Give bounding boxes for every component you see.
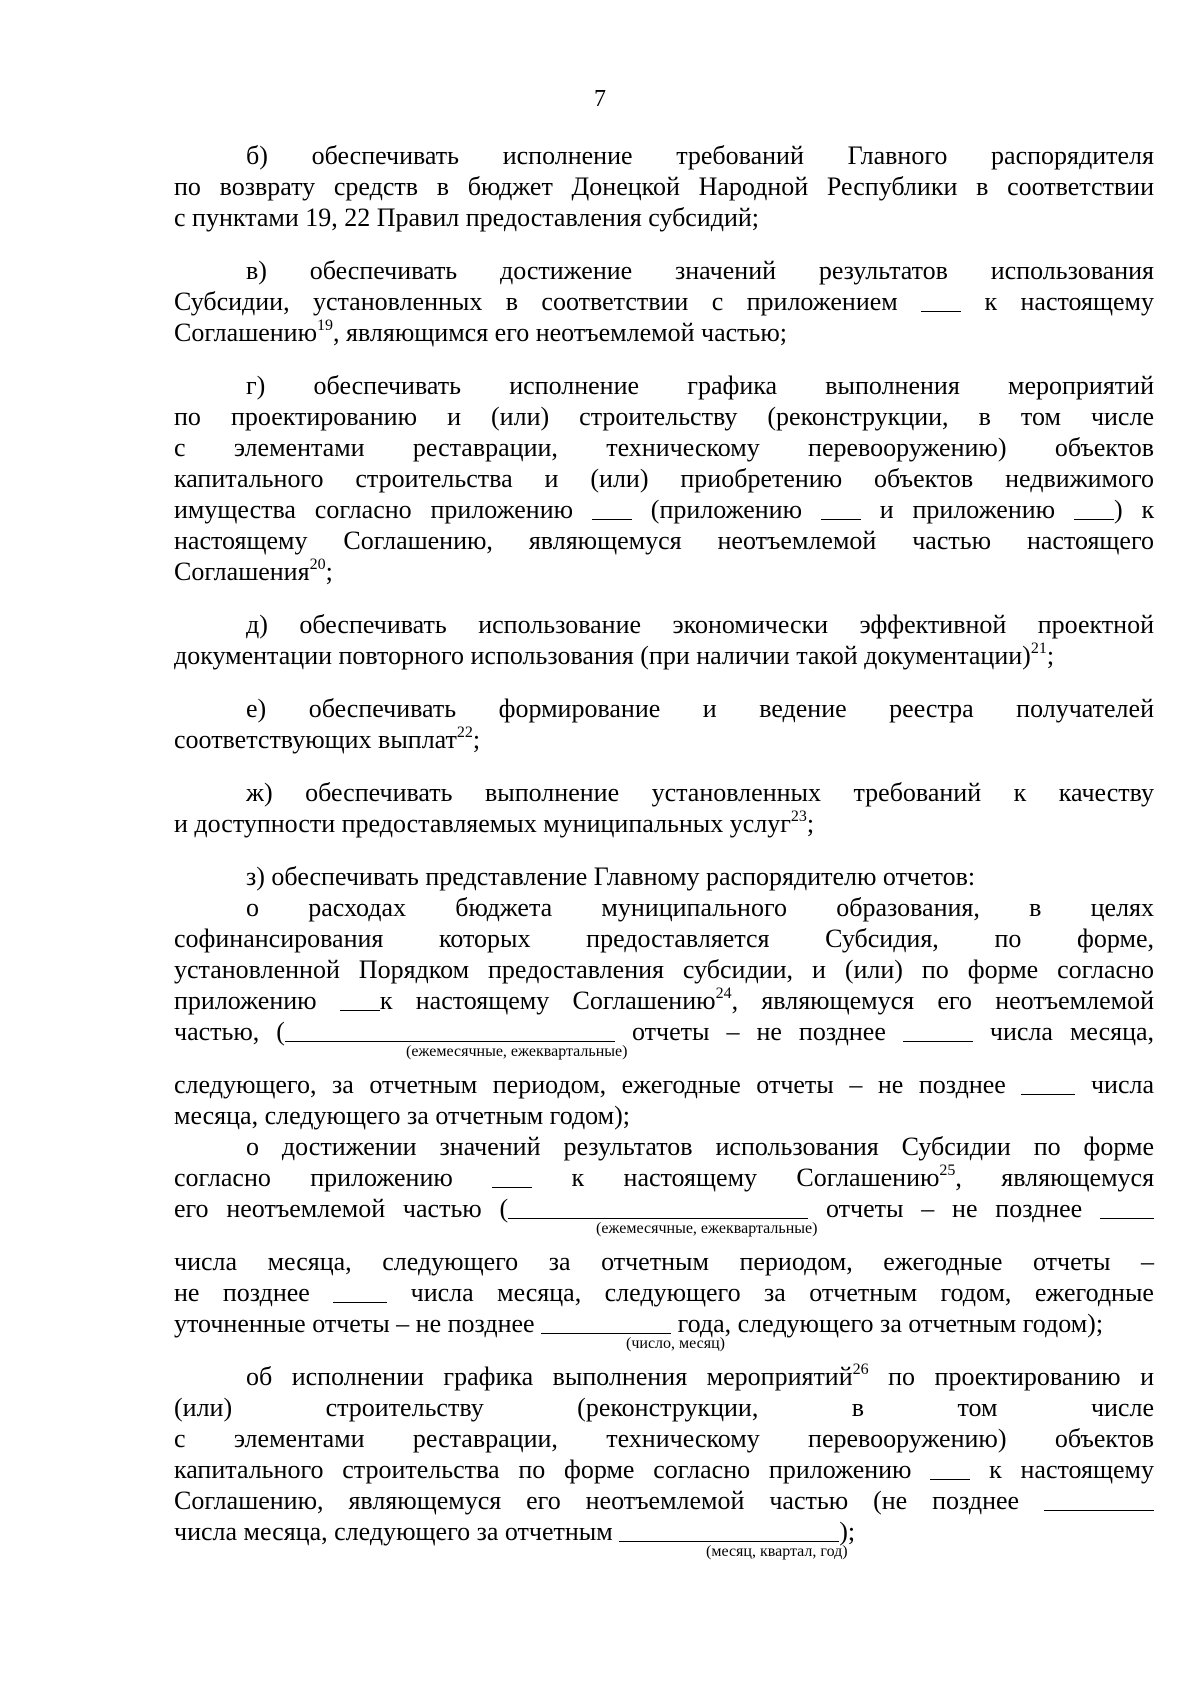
blank-caption: (месяц, квартал, год): [706, 1543, 848, 1560]
clause-e-line: е) обеспечивать формирование и ведение реестра получателей: [246, 694, 1154, 723]
text: Соглашению, являющемуся его неотъемлемой частью (не позднее: [174, 1486, 1020, 1515]
footnote-ref: 20: [309, 556, 326, 573]
clause-e: [174, 693, 1154, 755]
text: ;: [806, 809, 815, 838]
text: следующего, за отчетным периодом, ежегодные отчеты – не позднее: [174, 1070, 1006, 1099]
report-expenses-line: месяца, следующего за отчетным годом);: [174, 1101, 631, 1130]
blank-caption: (число, месяц): [626, 1335, 725, 1352]
blank-caption: (ежемесячные, ежеквартальные): [406, 1043, 628, 1060]
report-results-line: числа месяца, следующего за отчетным периодом, ежегодные отчеты –: [174, 1247, 1154, 1276]
clause-b-line: с пунктами 19, 22 Правил предоставления субсидий;: [174, 203, 760, 232]
text: к настоящему: [989, 1455, 1154, 1484]
clause-zh: [174, 777, 1154, 839]
blank-field: [492, 1165, 532, 1188]
text: Субсидии, установленных в соответствии с приложением: [174, 287, 898, 316]
report-expenses-line: софинансирования которых предоставляется Субсидия, по форме,: [174, 924, 1154, 953]
page-number: 7: [594, 86, 606, 112]
footnote-ref: 22: [456, 724, 473, 741]
caption-row: [174, 1043, 1154, 1069]
clause-g-line: по проектированию и (или) строительству (реконструкции, в том числе: [174, 402, 1154, 431]
blank-field: [821, 497, 861, 520]
clause-g-line: [174, 556, 1154, 587]
report-results-line: о достижении значений результатов использования Субсидии по форме: [246, 1132, 1154, 1161]
footnote-ref: 19: [317, 317, 334, 334]
text: ;: [1046, 641, 1055, 670]
text: частью, (: [174, 1017, 285, 1046]
blank-field: [1021, 1072, 1075, 1095]
report-expenses-line: [174, 985, 1154, 1016]
text: числа: [1090, 1070, 1155, 1099]
blank-field: [333, 1280, 387, 1303]
text: об исполнении графика выполнения мероприятий: [246, 1362, 853, 1391]
blank-field: [541, 1311, 671, 1334]
blank-field: [508, 1196, 808, 1219]
text: , являющимся его неотъемлемой частью;: [333, 318, 788, 347]
text: Соглашения: [174, 557, 310, 586]
blank-field: [285, 1019, 615, 1042]
footnote-ref: 25: [939, 1162, 956, 1179]
report-expenses-line: о расходах бюджета муниципального образования, в целях: [246, 893, 1154, 922]
text: имущества согласно приложению: [174, 495, 574, 524]
clause-d-line: [174, 640, 1154, 671]
caption-row: [174, 1543, 1154, 1569]
blank-field: [930, 1457, 970, 1480]
clause-b: [174, 140, 1154, 233]
report-expenses-line: [174, 1016, 1154, 1047]
clause-v-line: в) обеспечивать достижение значений результатов использования: [246, 256, 1154, 285]
clause-v-line: [174, 317, 1154, 348]
text: отчеты – не позднее: [631, 1017, 886, 1046]
report-expenses-line: установленной Порядком предоставления субсидии, и (или) по форме согласно: [174, 955, 1154, 984]
text: ) к: [1113, 495, 1155, 524]
report-expenses-line: [174, 1069, 1154, 1100]
footnote-ref: 26: [852, 1361, 869, 1378]
text: документации повторного использования (при наличии такой документации): [174, 641, 1031, 670]
text: по проектированию и: [868, 1362, 1155, 1391]
text: Соглашению: [174, 318, 318, 347]
text: , являющемуся его неотъемлемой: [731, 986, 1155, 1015]
document-body: [174, 140, 1154, 1569]
report-schedule-line: [174, 1361, 1154, 1392]
clause-d-line: д) обеспечивать использование экономически эффективной проектной: [246, 610, 1154, 639]
text: к настоящему Соглашению: [379, 986, 716, 1015]
clause-g-line: настоящему Соглашению, являющемуся неотъемлемой частью настоящего: [174, 526, 1154, 555]
clause-g-line: [174, 494, 1154, 525]
text: отчеты – не позднее: [825, 1194, 1083, 1223]
report-results-line: [174, 1162, 1154, 1193]
report-schedule-line: [174, 1485, 1154, 1516]
clause-g: [174, 370, 1154, 587]
report-schedule-line: (или) строительству (реконструкции, в том числе: [174, 1393, 1154, 1422]
text: к настоящему Соглашению: [571, 1163, 940, 1192]
report-schedule-line: с элементами реставрации, техническому перевооружению) объектов: [174, 1424, 1154, 1453]
clause-zh-line: [174, 808, 1154, 839]
caption-row: [174, 1335, 1154, 1361]
blank-field: [1074, 497, 1114, 520]
footnote-ref: 24: [715, 985, 732, 1002]
text: не позднее: [174, 1278, 310, 1307]
clause-g-line: капитального строительства и (или) приобретению объектов недвижимого: [174, 464, 1154, 493]
blank-field: [592, 497, 632, 520]
text: и доступности предоставляемых муниципальных услуг: [174, 809, 791, 838]
text: ;: [325, 557, 333, 586]
blank-caption: (ежемесячные, ежеквартальные): [596, 1220, 818, 1237]
clause-e-line: [174, 724, 1154, 755]
text: года, следующего за отчетным годом);: [677, 1309, 1104, 1338]
text: согласно приложению: [174, 1163, 453, 1192]
text: ;: [472, 725, 481, 754]
blank-field: [921, 289, 961, 312]
clause-b-line: по возврату средств в бюджет Донецкой Народной Республики в соответствии: [174, 172, 1154, 201]
clause-zh-line: ж) обеспечивать выполнение установленных требований к качеству: [246, 778, 1154, 807]
clause-z-intro: з) обеспечивать представление Главному распорядителю отчетов:: [246, 862, 976, 891]
footnote-ref: 23: [790, 808, 807, 825]
blank-field: [903, 1019, 973, 1042]
text: к настоящему: [984, 287, 1154, 316]
text: числа месяца, следующего за отчетным: [174, 1517, 613, 1546]
clause-g-line: с элементами реставрации, техническому перевооружению) объектов: [174, 433, 1154, 462]
text: уточненные отчеты – не позднее: [174, 1309, 535, 1338]
report-schedule-line: [174, 1454, 1154, 1485]
clause-b-line: б) обеспечивать исполнение требований Главного распорядителя: [246, 141, 1154, 170]
text: его неотъемлемой частью (: [174, 1194, 509, 1223]
clause-d: [174, 609, 1154, 671]
clause-z: [174, 861, 1154, 1569]
text: капитального строительства по форме согласно приложению: [174, 1455, 912, 1484]
footnote-ref: 21: [1030, 640, 1047, 657]
text: числа месяца, следующего за отчетным годом, ежегодные: [410, 1278, 1154, 1307]
text: соответствующих выплат: [174, 725, 457, 754]
text: приложению: [174, 986, 317, 1015]
blank-field: [340, 988, 380, 1011]
text: числа месяца,: [989, 1017, 1155, 1046]
clause-v-line: [174, 286, 1154, 317]
clause-g-line: г) обеспечивать исполнение графика выполнения мероприятий: [246, 371, 1154, 400]
text: );: [839, 1517, 856, 1546]
report-results-line: [174, 1277, 1154, 1308]
clause-v: [174, 255, 1154, 348]
blank-field: [1044, 1488, 1154, 1511]
text: (приложению: [650, 495, 803, 524]
text: , являющемуся: [955, 1163, 1155, 1192]
blank-field: [619, 1519, 839, 1542]
text: и приложению: [879, 495, 1056, 524]
caption-row: [174, 1220, 1154, 1246]
blank-field: [1100, 1196, 1154, 1219]
